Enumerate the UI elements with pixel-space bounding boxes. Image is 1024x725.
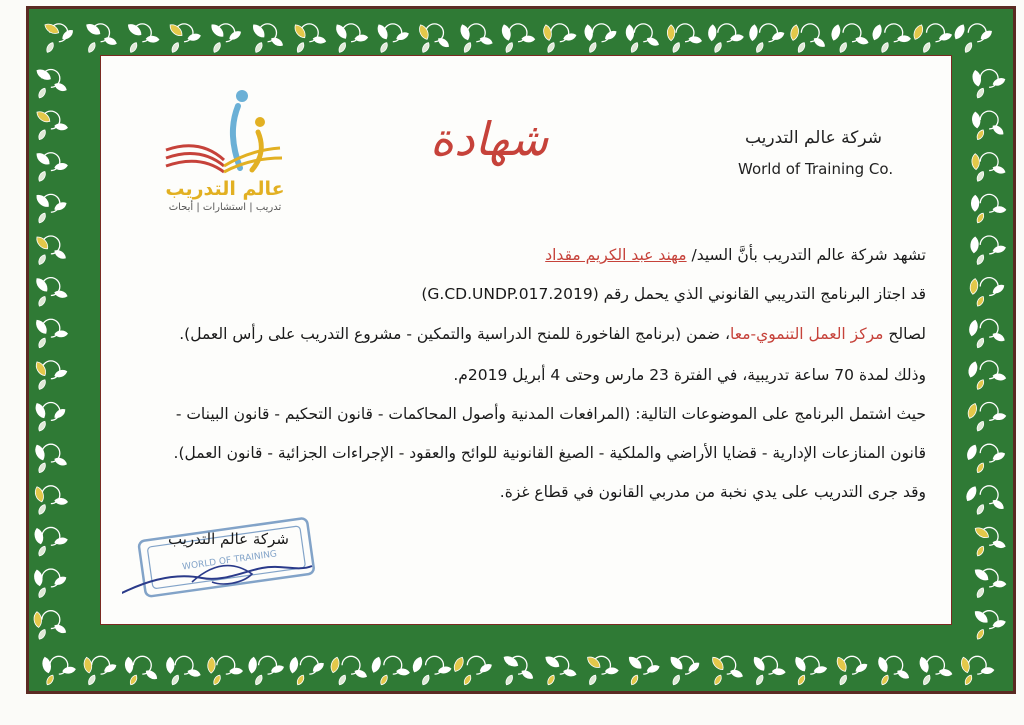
border-leaf [896, 669, 910, 681]
border-leaf [212, 674, 222, 686]
border-leaf [37, 87, 47, 99]
border-leaf [546, 41, 556, 53]
border-leaf [588, 674, 598, 686]
border-leaf [812, 36, 826, 48]
certificate-line-6: قانون المنازعات الإدارية - قضايا الأراضي والملكية - الصيغ القانونية للوائح والعقود - الإجراءات الجزائية - قانون العمل). [173, 444, 926, 462]
border-leaf [270, 36, 284, 47]
border-leaf [855, 36, 869, 46]
border-leaf [912, 23, 925, 41]
border-leaf [605, 668, 618, 675]
certificate-line-4: وذلك لمدة 70 ساعة تدريبية، في الفترة 23 مارس وحتى 4 أبريل 2019م. [453, 366, 926, 384]
border-leaf [479, 36, 493, 46]
border-leaf [992, 539, 1006, 549]
border-leaf [871, 24, 883, 41]
border-leaf [796, 674, 806, 686]
border-leaf [522, 36, 535, 42]
border-leaf [671, 41, 681, 53]
border-leaf [37, 378, 47, 390]
border-leaf [970, 237, 979, 253]
border-leaf [975, 87, 985, 99]
border-leaf [713, 674, 723, 686]
border-leaf [170, 674, 180, 686]
border-leaf [437, 36, 451, 48]
border-leaf [880, 674, 890, 686]
border-leaf [588, 41, 598, 53]
border-leaf [313, 36, 327, 44]
border-leaf [370, 656, 382, 673]
border-leaf [187, 668, 201, 677]
border-leaf [749, 24, 759, 41]
border-leaf [981, 667, 994, 674]
border-leaf [37, 295, 47, 307]
border-leaf [462, 41, 472, 53]
border-leaf [452, 656, 466, 674]
border-leaf [230, 668, 243, 674]
border-leaf [37, 503, 47, 515]
border-leaf [421, 674, 431, 686]
border-leaf [103, 36, 117, 46]
border-leaf [254, 674, 264, 686]
certificate-line-3 [179, 325, 926, 343]
border-leaf [838, 674, 848, 686]
border-leaf [972, 112, 981, 129]
border-leaf [993, 373, 1007, 381]
border-leaf [789, 24, 800, 41]
border-leaf [33, 611, 42, 628]
border-leaf [462, 674, 472, 686]
border-leaf [501, 24, 513, 41]
border-leaf [975, 503, 985, 515]
border-leaf [33, 528, 44, 545]
border-leaf [421, 41, 431, 53]
border-leaf [37, 170, 47, 182]
border-leaf [992, 165, 1006, 175]
border-leaf [975, 170, 985, 182]
beneficiary-prefix: لصالح [883, 325, 926, 343]
border-leaf [688, 36, 702, 44]
border-leaf [967, 361, 979, 378]
border-leaf [671, 674, 681, 686]
border-leaf [975, 212, 985, 224]
border-leaf [922, 674, 932, 686]
border-leaf [966, 402, 979, 419]
signature-label: شركة عالم التدريب [168, 530, 289, 548]
border-leaf [355, 34, 368, 41]
border-leaf [975, 462, 985, 474]
recipient-name: مهند عبد الكريم مقداد [545, 246, 687, 264]
border-leaf [296, 674, 306, 686]
border-leaf [53, 623, 67, 635]
company-name-english: World of Training Co. [738, 160, 894, 178]
border-leaf [396, 668, 409, 675]
border-leaf [646, 36, 660, 47]
border-leaf [730, 668, 744, 678]
certificate-title: شهادة [430, 112, 549, 166]
border-leaf [54, 290, 68, 299]
border-leaf [975, 587, 985, 599]
company-name-arabic: شركة عالم التدريب [744, 128, 882, 148]
border-leaf [965, 444, 978, 462]
border-leaf [207, 657, 215, 673]
border-leaf [975, 378, 985, 390]
border-leaf [584, 24, 594, 41]
border-leaf [248, 657, 257, 674]
border-leaf [87, 674, 97, 686]
program-description: ، ضمن (برنامج الفاخورة للمنح الدراسية والتمكين - مشروع التدريب على رأس العمل). [179, 325, 731, 343]
border-leaf [54, 123, 67, 131]
border-leaf [379, 41, 389, 53]
border-leaf [993, 206, 1006, 213]
stamp-text: WORLD OF TRAINING [181, 549, 278, 573]
border-leaf [129, 674, 139, 686]
border-leaf [713, 41, 723, 53]
border-leaf [880, 41, 890, 53]
border-leaf [991, 124, 1005, 137]
border-leaf [629, 674, 639, 686]
border-leaf [54, 456, 68, 467]
border-leaf [755, 41, 765, 53]
border-leaf [830, 24, 842, 41]
border-leaf [37, 628, 47, 640]
border-leaf [504, 674, 514, 686]
border-leaf [667, 25, 674, 41]
certificate-line-7: وقد جرى التدريب على يدي نخبة من مدربي القانون في قطاع غزة. [499, 483, 926, 501]
border-leaf [546, 674, 556, 686]
logo-tagline: تدريب | استشارات | أبحاث [168, 202, 282, 213]
border-leaf [975, 295, 985, 307]
border-leaf [125, 657, 134, 673]
border-leaf [379, 674, 389, 686]
border-leaf [337, 41, 347, 53]
border-leaf [166, 657, 174, 673]
border-leaf [796, 41, 806, 53]
border-leaf [975, 420, 985, 432]
border-leaf [953, 23, 967, 40]
border-leaf [296, 41, 306, 53]
border-leaf [975, 254, 985, 266]
border-leaf [755, 674, 765, 686]
border-leaf [939, 668, 953, 677]
beneficiary-name: مركز العمل التنموي-معا [730, 325, 884, 343]
border-leaf [963, 41, 973, 53]
border-leaf [146, 36, 159, 43]
border-leaf [993, 413, 1006, 420]
border-leaf [542, 24, 553, 41]
certificate-line-1 [545, 246, 926, 264]
border-leaf [504, 41, 514, 53]
border-leaf [337, 674, 347, 686]
border-leaf [629, 41, 639, 53]
border-leaf [289, 657, 299, 674]
border-leaf [170, 41, 180, 53]
border-leaf [975, 628, 985, 640]
border-leaf [563, 668, 577, 677]
border-leaf [45, 674, 55, 686]
border-leaf [960, 656, 971, 673]
border-leaf [53, 248, 67, 260]
border-leaf [972, 70, 982, 87]
border-leaf [971, 195, 979, 211]
border-leaf [626, 25, 635, 41]
border-leaf [145, 669, 159, 681]
border-leaf [918, 656, 930, 673]
border-leaf [969, 278, 979, 295]
logo-wordmark: عالم التدريب [165, 178, 285, 200]
border-leaf [37, 254, 47, 266]
border-leaf [972, 154, 980, 170]
border-leaf [37, 129, 47, 141]
border-leaf [964, 485, 978, 502]
border-leaf [37, 462, 47, 474]
attestation-text: تشهد شركة عالم التدريب بأنَّ السيد/ [686, 246, 926, 264]
border-leaf [708, 25, 717, 41]
border-leaf [520, 669, 534, 681]
certificate-line-5: حيث اشتمل البرنامج على الموضوعات التالية: (المرافعات المدنية وأصول المحاكمات - قانون التحكيم - قانون البينات - [175, 405, 926, 423]
border-leaf [975, 129, 985, 141]
border-leaf [37, 420, 47, 432]
border-leaf [45, 41, 55, 53]
border-leaf [991, 498, 1005, 510]
border-leaf [33, 486, 45, 503]
border-leaf [55, 498, 68, 505]
border-leaf [968, 319, 979, 336]
border-leaf [479, 662, 493, 673]
border-leaf [975, 545, 985, 557]
border-leaf [87, 41, 97, 53]
border-leaf [963, 674, 973, 686]
border-leaf [33, 569, 43, 586]
border-leaf [212, 41, 222, 53]
border-leaf [975, 337, 985, 349]
company-stamp-icon [122, 512, 322, 612]
border-leaf [129, 41, 139, 53]
border-leaf [37, 337, 47, 349]
border-leaf [993, 581, 1006, 587]
certificate-line-2: قد اجتاز البرنامج التدريبي القانوني الذي يحمل رقم (G.CD.UNDP.017.2019) [421, 285, 926, 303]
border-leaf [411, 656, 424, 674]
border-leaf [838, 41, 848, 53]
border-leaf [898, 36, 911, 42]
border-leaf [37, 587, 47, 599]
border-leaf [329, 656, 340, 673]
border-leaf [54, 82, 68, 93]
border-leaf [37, 212, 47, 224]
border-leaf [254, 41, 264, 53]
border-leaf [55, 331, 68, 337]
border-leaf [37, 545, 47, 557]
border-leaf [354, 668, 368, 679]
border-leaf [83, 657, 93, 674]
border-leaf [41, 656, 52, 673]
border-leaf [992, 332, 1006, 343]
border-leaf [922, 41, 932, 53]
border-leaf [772, 668, 785, 675]
